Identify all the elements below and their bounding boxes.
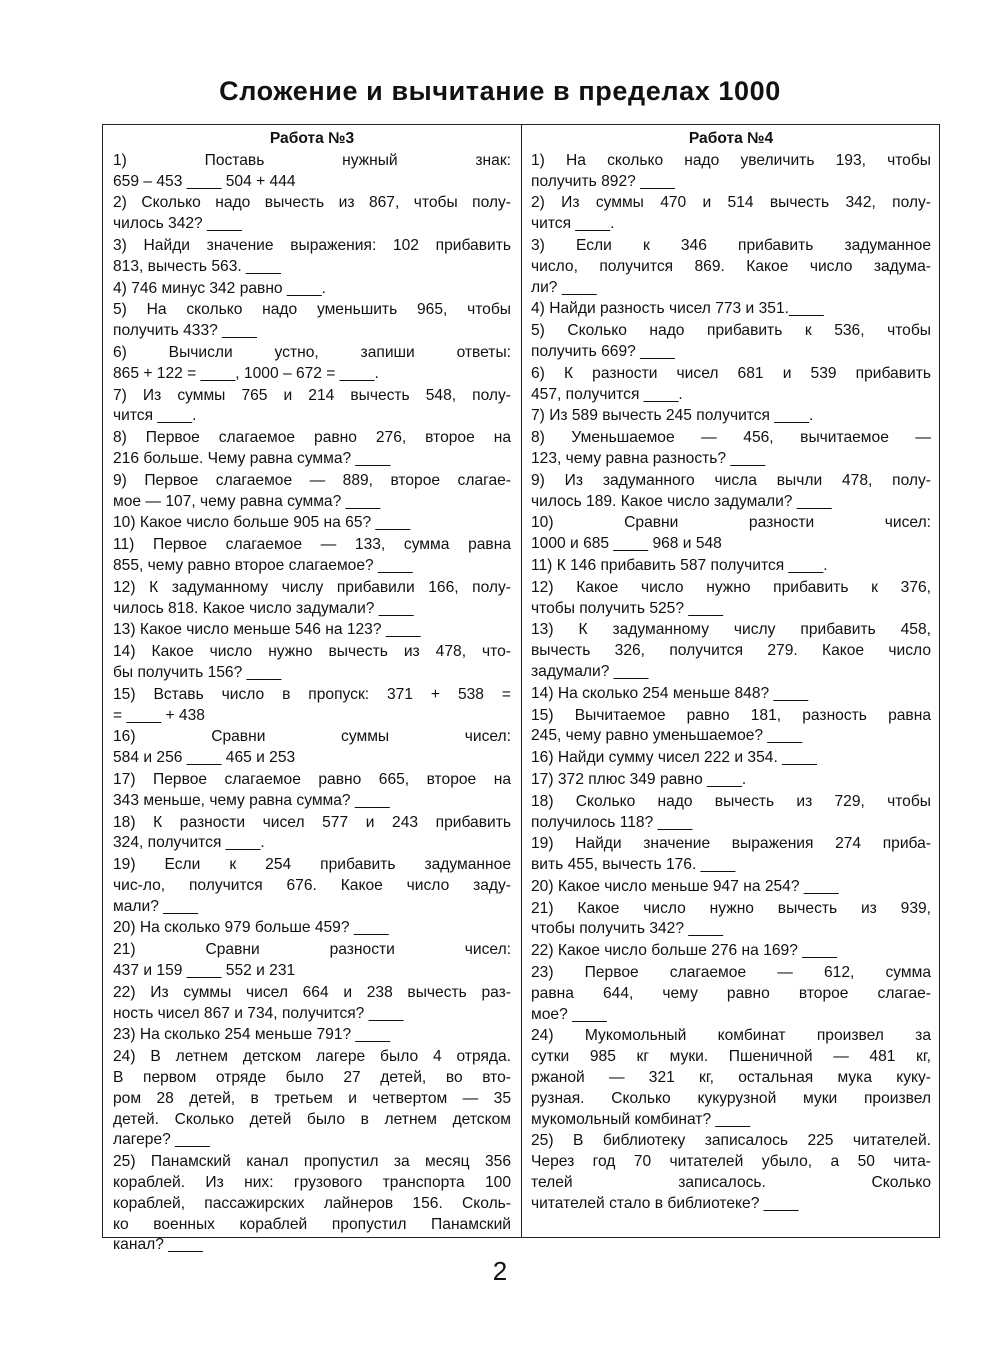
- column-heading: Работа №3: [269, 130, 355, 147]
- task-item: [531, 578, 931, 620]
- task-line: ко военных кораблей пропустил Панамский: [113, 1215, 511, 1233]
- task-line: вить 455, вычесть 176. ____: [531, 856, 736, 874]
- task-item: [113, 983, 511, 1025]
- task-line: 17) Первое слагаемое равно 665, второе на: [113, 770, 511, 788]
- task-line: получилось 118? ____: [531, 813, 693, 831]
- task-item: [113, 279, 511, 300]
- task-line: 7) Из суммы 765 и 214 вычесть 548, полу-: [113, 386, 511, 404]
- task-item: [531, 513, 931, 555]
- task-item: [531, 406, 931, 427]
- task-line: 659 – 453 ____ 504 + 444: [113, 172, 296, 190]
- task-line: чилось 818. Какое число задумали? ____: [113, 599, 414, 617]
- task-item: [113, 620, 511, 641]
- task-line: В первом отряде было 27 детей, во вто-: [113, 1069, 511, 1087]
- task-line: 21) Сравни разности чисел:: [113, 941, 511, 959]
- task-line: 6) Вычисли устно, запиши ответы:: [113, 343, 511, 361]
- task-line: 457, получится ____.: [531, 385, 683, 403]
- column-heading: Работа №4: [688, 130, 774, 147]
- task-line: 24) Мукомольный комбинат произвел за: [531, 1027, 931, 1045]
- task-line: 22) Из суммы чисел 664 и 238 вычесть раз-: [113, 983, 511, 1001]
- task-item: [531, 684, 931, 705]
- task-item: [113, 151, 511, 193]
- task-line: 11) Первое слагаемое — 133, сумма равна: [113, 536, 511, 554]
- task-item: [531, 428, 931, 470]
- task-line: 123, чему равна разность? ____: [531, 449, 766, 467]
- task-line: 15) Вставь число в пропуск: 371 + 538 =: [113, 685, 511, 703]
- task-item: [113, 685, 511, 727]
- task-line: ность чисел 867 и 734, получится? ____: [113, 1004, 404, 1022]
- task-line: 25) В библиотеку записалось 225 читателей.: [531, 1132, 931, 1150]
- page-title: Сложение и вычитание в пределах 1000: [219, 76, 781, 106]
- task-item: [531, 299, 931, 320]
- task-item: [113, 236, 511, 278]
- task-item: [531, 963, 931, 1025]
- task-line: 3) Найди значение выражения: 102 прибавить: [113, 236, 511, 254]
- task-item: [113, 343, 511, 385]
- task-line: 10) Сравни разности чисел:: [531, 514, 931, 532]
- task-line: 16) Сравни суммы чисел:: [113, 728, 511, 746]
- task-line: 20) На сколько 979 больше 459? ____: [113, 919, 389, 937]
- task-line: детей. Сколько детей было в летнем детском: [113, 1110, 511, 1128]
- task-line: 19) Если к 254 прибавить задуманное: [113, 856, 511, 874]
- task-item: [531, 556, 931, 577]
- task-line: 1) Поставь нужный знак:: [113, 151, 511, 169]
- task-line: 25) Панамский канал пропустил за месяц 356: [113, 1153, 511, 1171]
- task-line: мукомольный комбинат? ____: [531, 1110, 751, 1128]
- task-line: получить 433? ____: [113, 322, 257, 340]
- task-line: число, получится 869. Какое число задума-: [531, 257, 931, 275]
- task-line: телей записалось. Сколько: [531, 1174, 931, 1192]
- task-item: [113, 578, 511, 620]
- task-item: [113, 770, 511, 812]
- task-item: [531, 193, 931, 235]
- task-item: [113, 300, 511, 342]
- task-line: рузная. Сколько кукурузной муки произвел: [531, 1089, 931, 1107]
- task-line: 16) Найди сумму чисел 222 и 354. ____: [531, 749, 817, 767]
- task-line: 13) К задуманному числу прибавить 458,: [531, 621, 931, 639]
- task-line: 15) Вычитаемое равно 181, разность равна: [531, 706, 931, 724]
- task-line: лагере? ____: [113, 1131, 210, 1149]
- task-line: 2) Сколько надо вычесть из 867, чтобы полу-: [113, 194, 511, 212]
- task-line: 18) Сколько надо вычесть из 729, чтобы: [531, 792, 931, 810]
- task-line: получить 669? ____: [531, 342, 675, 360]
- task-line: задумали? ____: [531, 662, 649, 680]
- task-item: [113, 1025, 511, 1046]
- task-line: 13) Какое число меньше 546 на 123? ____: [113, 621, 421, 639]
- task-line: кораблей, пассажирских лайнеров 156. Сколь-: [113, 1194, 511, 1212]
- task-item: [113, 1047, 511, 1151]
- task-line: читателей стало в библиотеке? ____: [531, 1194, 799, 1212]
- task-line: 324, получится ____.: [113, 834, 265, 852]
- task-line: ржаной — 321 кг, остальная мука куку-: [531, 1069, 931, 1087]
- task-line: 9) Первое слагаемое — 889, второе слагае-: [113, 471, 511, 489]
- task-item: [113, 386, 511, 428]
- task-item: [531, 899, 931, 941]
- task-item: [531, 236, 931, 298]
- column-divider: [521, 125, 522, 1237]
- task-line: 216 больше. Чему равна сумма? ____: [113, 449, 391, 467]
- task-line: 14) На сколько 254 меньше 848? ____: [531, 684, 809, 702]
- task-line: 12) К задуманному числу прибавили 166, полу-: [113, 578, 511, 596]
- task-line: 1000 и 685 ____ 968 и 548: [531, 535, 722, 553]
- task-item: [531, 834, 931, 876]
- worksheet-table: [102, 124, 940, 1254]
- task-line: мали? ____: [113, 897, 198, 915]
- task-line: 14) Какое число нужно вычесть из 478, что-: [113, 643, 511, 661]
- task-line: 245, чему равно уменьшаемое? ____: [531, 727, 803, 745]
- task-line: 23) На сколько 254 меньше 791? ____: [113, 1026, 391, 1044]
- task-line: мое? ____: [531, 1005, 607, 1023]
- task-item: [531, 620, 931, 682]
- task-item: [531, 748, 931, 769]
- task-line: чится ____.: [531, 215, 615, 233]
- task-line: 10) Какое число больше 905 на 65? ____: [113, 514, 411, 532]
- task-line: 17) 372 плюс 349 равно ____.: [531, 770, 747, 788]
- task-item: [113, 471, 511, 513]
- task-line: 8) Уменьшаемое — 456, вычитаемое —: [531, 429, 931, 447]
- task-item: [113, 193, 511, 235]
- task-line: чис-ло, получится 676. Какое число заду-: [113, 876, 511, 894]
- task-line: 20) Какое число меньше 947 на 254? ____: [531, 877, 839, 895]
- task-list: [113, 151, 511, 1256]
- task-line: 1) На сколько надо увеличить 193, чтобы: [531, 151, 931, 169]
- task-line: 5) Сколько надо прибавить к 536, чтобы: [531, 322, 931, 340]
- task-line: 19) Найди значение выражения 274 приба-: [531, 835, 931, 853]
- page-number: 2: [492, 1256, 508, 1286]
- task-line: 24) В летнем детском лагере было 4 отряда.: [113, 1048, 511, 1066]
- task-item: [531, 364, 931, 406]
- task-item: [113, 642, 511, 684]
- task-line: мое — 107, чему равна сумма? ____: [113, 492, 381, 510]
- task-line: Через год 70 читателей убыло, а 50 чита-: [531, 1153, 931, 1171]
- task-line: вычесть 326, получится 279. Какое число: [531, 642, 931, 660]
- task-line: ром 28 детей, в третьем и четвертом — 35: [113, 1089, 511, 1107]
- task-line: 5) На сколько надо уменьшить 965, чтобы: [113, 301, 511, 319]
- task-item: [113, 813, 511, 855]
- task-line: 865 + 122 = ____, 1000 – 672 = ____.: [113, 364, 379, 382]
- task-line: чтобы получить 525? ____: [531, 599, 724, 617]
- task-item: [531, 471, 931, 513]
- task-item: [113, 428, 511, 470]
- task-line: чтобы получить 342? ____: [531, 920, 724, 938]
- task-item: [113, 940, 511, 982]
- task-item: [531, 1131, 931, 1214]
- task-line: ли? ____: [531, 278, 597, 296]
- task-item: [531, 321, 931, 363]
- task-item: [113, 1152, 511, 1256]
- task-line: 23) Первое слагаемое — 612, сумма: [531, 964, 931, 982]
- task-item: [531, 151, 931, 193]
- task-line: чится ____.: [113, 407, 197, 425]
- task-list: [531, 151, 931, 1215]
- task-line: 12) Какое число нужно прибавить к 376,: [531, 578, 931, 596]
- column-work-4: [531, 129, 931, 1237]
- task-line: равна 644, чему равно второе слагае-: [531, 984, 931, 1002]
- task-line: канал? ____: [113, 1236, 203, 1254]
- task-line: 437 и 159 ____ 552 и 231: [113, 962, 296, 980]
- task-line: 4) Найди разность чисел 773 и 351.____: [531, 300, 824, 318]
- task-item: [113, 855, 511, 917]
- task-line: 2) Из суммы 470 и 514 вычесть 342, полу-: [531, 194, 931, 212]
- task-line: 584 и 256 ____ 465 и 253: [113, 749, 296, 767]
- column-work-3: [113, 129, 511, 1254]
- task-item: [113, 727, 511, 769]
- task-line: чилось 189. Какое число задумали? ____: [531, 492, 832, 510]
- task-line: = ____ + 438: [113, 706, 205, 724]
- task-item: [531, 770, 931, 791]
- task-line: 9) Из задуманного числа вычли 478, полу-: [531, 471, 931, 489]
- task-item: [531, 706, 931, 748]
- task-line: бы получить 156? ____: [113, 663, 282, 681]
- task-line: 22) Какое число больше 276 на 169? ____: [531, 942, 837, 960]
- task-line: 18) К разности чисел 577 и 243 прибавить: [113, 813, 511, 831]
- task-line: получить 892? ____: [531, 172, 675, 190]
- task-line: 7) Из 589 вычесть 245 получится ____.: [531, 407, 814, 425]
- task-line: чилось 342? ____: [113, 215, 242, 233]
- task-line: 855, чему равно второе слагаемое? ____: [113, 556, 413, 574]
- task-item: [531, 792, 931, 834]
- task-line: 3) Если к 346 прибавить задуманное: [531, 236, 931, 254]
- task-item: [113, 535, 511, 577]
- task-line: 11) К 146 прибавить 587 получится ____.: [531, 556, 828, 574]
- task-item: [113, 513, 511, 534]
- task-line: 6) К разности чисел 681 и 539 прибавить: [531, 364, 931, 382]
- task-line: кораблей. Из них: грузового транспорта 100: [113, 1174, 511, 1192]
- task-line: 343 меньше, чему равна сумма? ____: [113, 791, 390, 809]
- task-line: 8) Первое слагаемое равно 276, второе на: [113, 429, 511, 447]
- task-item: [113, 918, 511, 939]
- task-line: 4) 746 минус 342 равно ____.: [113, 279, 326, 297]
- task-line: 813, вычесть 563. ____: [113, 257, 281, 275]
- task-item: [531, 1026, 931, 1130]
- task-line: 21) Какое число нужно вычесть из 939,: [531, 899, 931, 917]
- task-item: [531, 877, 931, 898]
- task-item: [531, 941, 931, 962]
- task-line: сутки 985 кг муки. Пшеничной — 481 кг,: [531, 1048, 931, 1066]
